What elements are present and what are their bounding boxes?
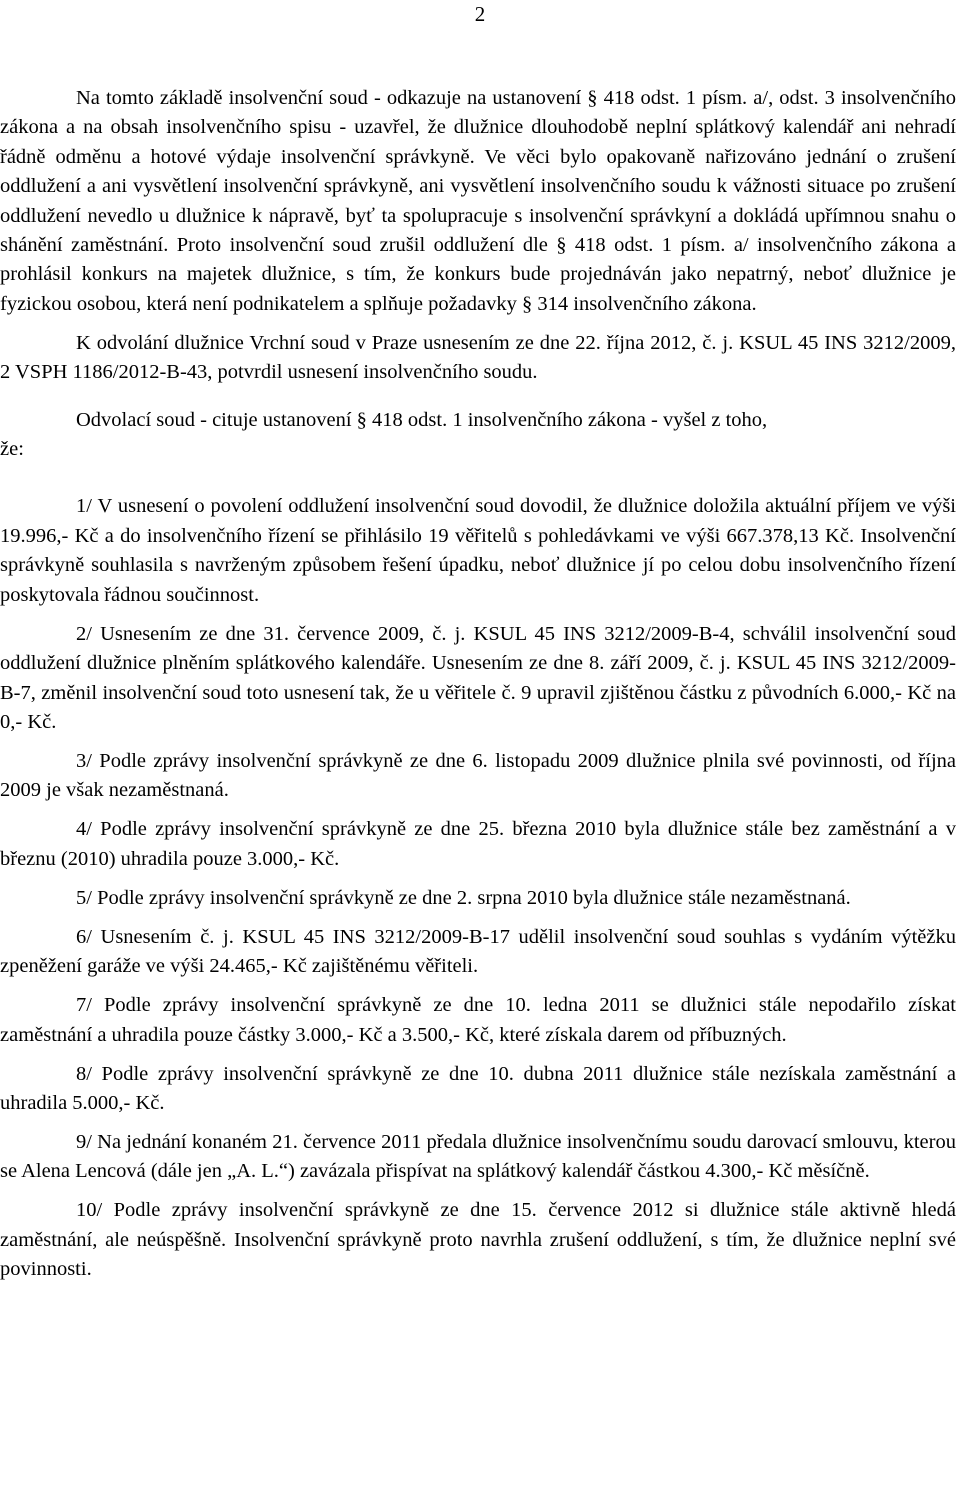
- list-item-7: 7/ Podle zprávy insolvenční správkyně ze dne 10. ledna 2011 se dlužnici stále nepodařilo získat zaměstnání a uhradila pouze částky 3.000,- Kč a 3.500,- Kč, které získala darem od příbuzných.: [0, 994, 956, 1046]
- paragraph-ze: že:: [0, 438, 24, 461]
- list-item-5: 5/ Podle zprávy insolvenční správkyně ze dne 2. srpna 2010 byla dlužnice stále nezaměstnaná.: [76, 886, 851, 909]
- list-item-10: 10/ Podle zprávy insolvenční správkyně ze dne 15. července 2012 si dlužnice stále aktivně hledá zaměstnání, ale neúspěšně. Insolvenční správkyně proto navrhla zrušení oddlužení, s tím, že dlužnice neplní své povinnosti.: [0, 1199, 956, 1281]
- list-item-9: 9/ Na jednání konaném 21. července 2011 předala dlužnice insolvenčnímu soudu darovací smlouvu, kterou se Alena Lencová (dále jen „A. L.“) zavázala přispívat na splátkový kalendář částkou 4.300,- Kč měsíčně.: [0, 1130, 956, 1183]
- paragraph-reasoning: Na tomto základě insolvenční soud - odkazuje na ustanovení § 418 odst. 1 písm. a/, odst. 3 insolvenčního zákona a na obsah insolvenčního spisu - uzavřel, že dlužnice dlouhodobě neplní splátkový kalendář ani nehradí řádně odměnu a hotové výdaje insolvenční správkyně. Ve věci bylo opakovaně nařizováno jednání o zrušení oddlužení a ani vysvětlení insolvenční správkyně, ani vysvětlení insolvenčního soudu k vážnosti situace po zrušení oddlužení nevedlo u dlužnice k nápravě, byť ta spolupracuje s insolvenční správkyní a dokládá upřímnou snahu o shánění zaměstnání. Proto insolvenční soud zrušil oddlužení dle § 418 odst. 1 písm. a/ insolvenčního zákona a prohlásil konkurs na majetek dlužnice, s tím, že konkurs bude projednáván jako nepatrný, neboť dlužnice je fyzickou osobou, která není podnikatelem a splňuje požadavky § 314 insolvenčního zákona.: [0, 87, 956, 315]
- list-item-2: 2/ Usnesením ze dne 31. července 2009, č. j. KSUL 45 INS 3212/2009-B-4, schválil insolvenční soud oddlužení dlužnice plněním splátkového kalendáře. Usnesením ze dne 8. září 2009, č. j. KSUL 45 INS 3212/2009-B-7, změnil insolvenční soud toto usnesení tak, že u věřitele č. 9 upravil zjištěnou částku z původních 6.000,- Kč na 0,- Kč.: [0, 622, 956, 733]
- document-body: [0, 84, 956, 1285]
- list-item-4: 4/ Podle zprávy insolvenční správkyně ze dne 25. března 2010 byla dlužnice stále bez zaměstnání a v březnu (2010) uhradila pouze 3.000,- Kč.: [0, 818, 956, 870]
- list-item-8: 8/ Podle zprávy insolvenční správkyně ze dne 10. dubna 2011 dlužnice stále nezískala zaměstnání a uhradila 5.000,- Kč.: [0, 1062, 956, 1114]
- paragraph-appeal: K odvolání dlužnice Vrchní soud v Praze usnesením ze dne 22. října 2012, č. j. KSUL 45 INS 3212/2009, 2 VSPH 1186/2012-B-43, potvrdil usnesení insolvenčního soudu.: [0, 331, 956, 384]
- page-number: 2: [474, 2, 486, 26]
- list-item-3: 3/ Podle zprávy insolvenční správkyně ze dne 6. listopadu 2009 dlužnice plnila své povinnosti, od října 2009 je však nezaměstnaná.: [0, 749, 956, 802]
- paragraph-appeal-court-intro: Odvolací soud - cituje ustanovení § 418 odst. 1 insolvenčního zákona - vyšel z toho,: [76, 408, 768, 431]
- list-item-6: 6/ Usnesením č. j. KSUL 45 INS 3212/2009-B-17 udělil insolvenční soud souhlas s vydáním výtěžku zpeněžení garáže ve výši 24.465,- Kč zajištěnému věřiteli.: [0, 925, 956, 978]
- list-item-1: 1/ V usnesení o povolení oddlužení insolvenční soud dovodil, že dlužnice doložila aktuální příjem ve výši 19.996,- Kč a do insolvenčního řízení se přihlásilo 19 věřitelů s pohledávkami ve výši 667.378,13 Kč. Insolvenční správkyně souhlasila s navrženým způsobem řešení úpadku, neboť dlužnice jí po celou dobu insolvenčního řízení poskytovala řádnou součinnost.: [0, 495, 956, 606]
